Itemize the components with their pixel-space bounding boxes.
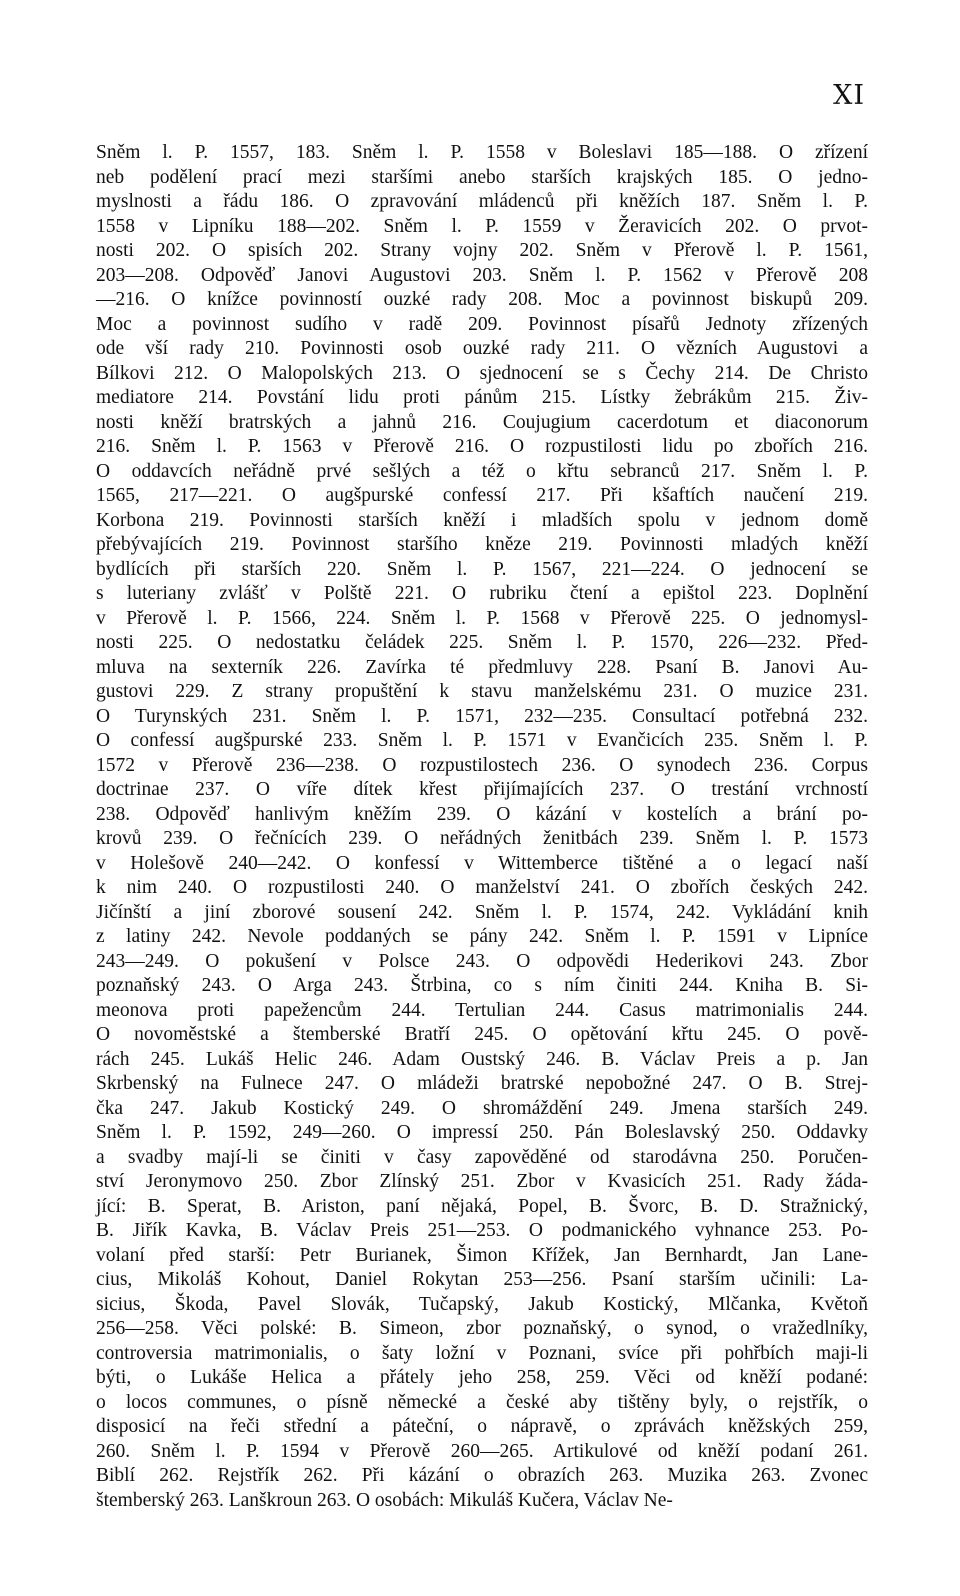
text-line: nosti 202. O spisích 202. Strany vojny 202. Sněm v Přerově l. P. 1561, (96, 240, 868, 261)
text-line: Skrbenský na Fulnece 247. O mládeži bratrské nepobožné 247. O B. Strej- (96, 1073, 868, 1094)
text-line: controversia matrimonialis, o šaty ložní v Poznani, svíce při pohřbích maji-li (96, 1342, 868, 1364)
text-line: sicius, Škoda, Pavel Slovák, Tučapský, Jakub Kostický, Mlčanka, Květoň (96, 1293, 868, 1315)
text-line: myslnosti a řádu 186. O zpravování mládenců při kněžích 187. Sněm l. P. (96, 191, 868, 212)
text-line: 238. Odpověď hanlivým kněžím 239. O kázání v kostelích a brání po- (96, 803, 868, 825)
text-line: O oddavcích neřádně prvé sešlých a též o křtu sebranců 217. Sněm l. P. (96, 460, 868, 482)
text-line: krovů 239. O řečnících 239. O neřádných ženitbách 239. Sněm l. P. 1573 (96, 828, 868, 849)
text-line: bydlících při starších 220. Sněm l. P. 1567, 221—224. O jednocení se (96, 558, 868, 580)
text-line: ství Jeronymovo 250. Zbor Zlínský 251. Zbor v Kvasicích 251. Rady žáda- (96, 1171, 868, 1192)
text-line: cius, Mikoláš Kohout, Daniel Rokytan 253—256. Psaní starším učinili: La- (96, 1269, 868, 1290)
text-line: přebývajících 219. Povinnost staršího kněze 219. Povinnosti mladých kněží (96, 534, 868, 555)
text-line: disposicí na řeči střední a páteční, o nápravě, o zprávách kněžských 259, (96, 1416, 868, 1437)
text-line: 1558 v Lipníku 188—202. Sněm l. P. 1559 v Žeravicích 202. O prvot- (96, 215, 868, 237)
text-line: O Turynských 231. Sněm l. P. 1571, 232—235. Consultací potřebná 232. (96, 705, 868, 727)
text-line: v Holešově 240—242. O konfessí v Wittemberce tištěné a o legací naší (96, 852, 868, 874)
text-line: o locos communes, o písně německé a české aby tištěny byly, o rejstřík, o (96, 1391, 868, 1413)
text-line: čka 247. Jakub Kostický 249. O shromáždění 249. Jmena starších 249. (96, 1097, 868, 1119)
text-line: nosti 225. O nedostatku čeládek 225. Sněm l. P. 1570, 226—232. Před- (96, 632, 868, 653)
text-line: v Přerově l. P. 1566, 224. Sněm l. P. 1568 v Přerově 225. O jednomysl- (96, 607, 868, 629)
text-line: volaní před starší: Petr Burianek, Šimon Křížek, Jan Bernhardt, Jan Lane- (96, 1244, 868, 1266)
text-line: 256—258. Věci polské: B. Simeon, zbor poznaňský, o synod, o vražedlníky, (96, 1318, 868, 1339)
text-line: Bílkovi 212. O Malopolských 213. O sjednocení se s Čechy 214. De Christo (96, 362, 868, 384)
text-line: mediatore 214. Povstání lidu proti pánům 215. Lístky žebrákům 215. Živ- (96, 387, 868, 408)
text-line: s luteriany zvlášť v Polště 221. O rubriku čtení a epištol 223. Doplnění (96, 583, 868, 604)
text-line: B. Jiřík Kavka, B. Václav Preis 251—253. O podmanického vyhnance 253. Po- (96, 1220, 868, 1241)
text-line: neb podělení prací mezi staršími anebo starších krajských 185. O jedno- (96, 166, 868, 188)
text-line: O confessí augšpurské 233. Sněm l. P. 1571 v Evančicích 235. Sněm l. P. (96, 730, 868, 751)
text-line: doctrinae 237. O víře dítek křest přijímajících 237. O trestání vrchností (96, 779, 868, 800)
text-line: 203—208. Odpověď Janovi Augustovi 203. Sněm l. P. 1562 v Přerově 208 (96, 264, 868, 286)
text-line: —216. O knížce povinností ouzké rady 208. Moc a povinnost biskupů 209. (96, 289, 868, 310)
text-line: 260. Sněm l. P. 1594 v Přerově 260—265. Artikulové od kněží podaní 261. (96, 1440, 868, 1462)
text-line: 1572 v Přerově 236—238. O rozpustilostech 236. O synodech 236. Corpus (96, 754, 868, 776)
text-line: Korbona 219. Povinnosti starších kněží i mladších spolu v jednom domě (96, 509, 868, 531)
text-line: k nim 240. O rozpustilosti 240. O manželství 241. O zbořích českých 242. (96, 877, 868, 898)
text-line: mluva na sexterník 226. Zavírka té předmluvy 228. Psaní B. Janovi Au- (96, 656, 868, 678)
text-line: jící: B. Sperat, B. Ariston, paní nějaká, Popel, B. Švorc, B. D. Stražnický, (96, 1195, 868, 1217)
text-line: gustovi 229. Z strany propuštění k stavu manželskému 231. O muzice 231. (96, 681, 868, 702)
text-line: Sněm l. P. 1557, 183. Sněm l. P. 1558 v Boleslavi 185—188. O zřízení (96, 142, 868, 163)
text-line: Jičínští a jiní zborové sousení 242. Sněm l. P. 1574, 242. Vykládání knih (96, 901, 868, 923)
index-text-block (96, 141, 868, 1513)
text-line: z latiny 242. Nevole poddaných se pány 242. Sněm l. P. 1591 v Lipníce (96, 926, 868, 947)
text-line: rách 245. Lukáš Helic 246. Adam Oustský 246. B. Václav Preis a p. Jan (96, 1048, 868, 1070)
text-line: poznaňský 243. O Arga 243. Štrbina, co s ním činiti 244. Kniha B. Si- (96, 975, 868, 996)
text-line: štemberský 263. Lanškroun 263. O osobách: Mikuláš Kučera, Václav Ne- (96, 1489, 673, 1511)
text-line: 216. Sněm l. P. 1563 v Přerově 216. O rozpustilosti lidu po zbořích 216. (96, 436, 868, 457)
text-line: meonova proti papežencům 244. Tertulian 244. Casus matrimonialis 244. (96, 999, 868, 1021)
text-line: ode vší rady 210. Povinnosti osob ouzké rady 211. O vězních Augustovi a (96, 338, 868, 359)
text-line: 243—249. O pokušení v Polsce 243. O odpovědi Hederikovi 243. Zbor (96, 950, 868, 972)
text-line: nosti kněží bratrských a jahnů 216. Coujugium cacerdotum et diaconorum (96, 411, 868, 433)
text-line: a svadby mají-li se činiti v časy zapověděné od starodávna 250. Poručen- (96, 1146, 868, 1168)
text-line: Moc a povinnost sudího v radě 209. Povinnost písařů Jednoty zřízených (96, 313, 868, 335)
text-line: 1565, 217—221. O augšpurské confessí 217. Při kšaftích naučení 219. (96, 485, 868, 506)
text-line: Sněm l. P. 1592, 249—260. O impressí 250. Pán Boleslavský 250. Oddavky (96, 1122, 868, 1143)
page-number: XI (833, 80, 865, 111)
text-line: O novoměstské a štemberské Bratří 245. O opětování křtu 245. O pově- (96, 1024, 868, 1045)
text-line: býti, o Lukáše Helica a přátely jeho 258, 259. Věci od kněží podané: (96, 1367, 868, 1388)
text-line: Biblí 262. Rejstřík 262. Při kázání o obrazích 263. Muzika 263. Zvonec (96, 1465, 868, 1486)
